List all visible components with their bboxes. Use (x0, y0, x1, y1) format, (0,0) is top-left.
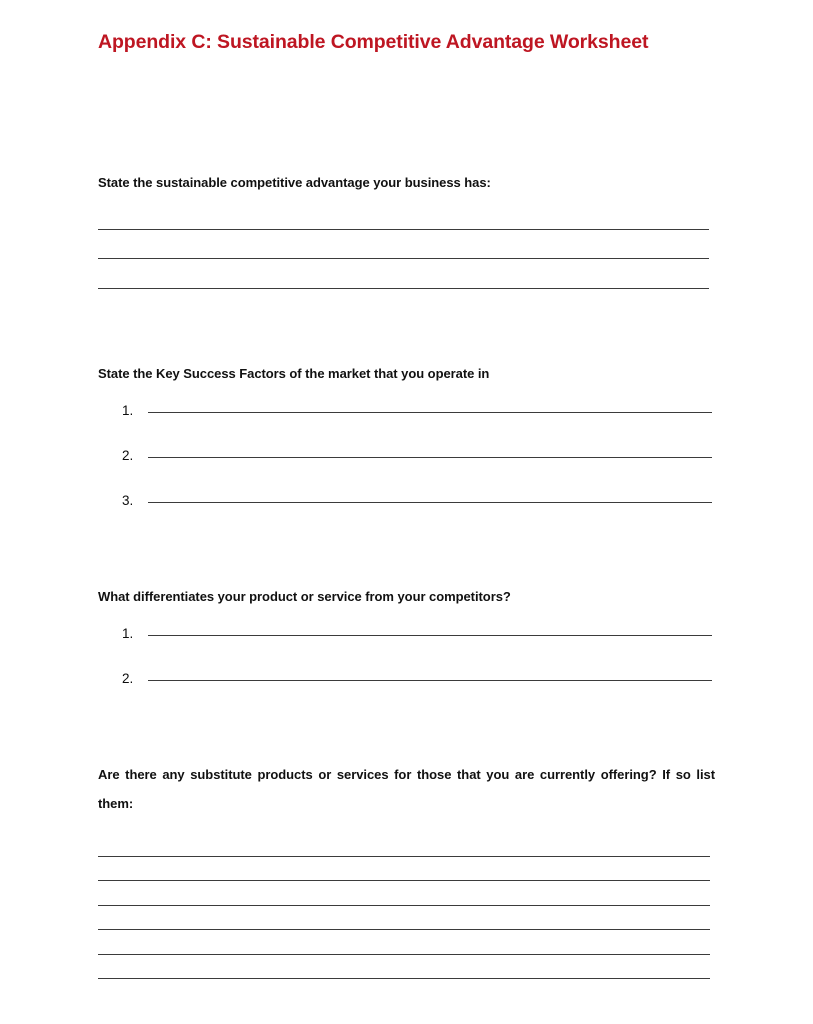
list-item-number: 3. (122, 493, 134, 508)
write-on-rule[interactable] (98, 905, 710, 906)
list-item-number: 1. (122, 626, 134, 641)
write-on-rule[interactable] (98, 229, 709, 230)
list-item-number: 2. (122, 448, 134, 463)
list-item (98, 403, 712, 448)
section-prompt: What differentiates your product or service from your competitors? (98, 589, 511, 604)
page-title: Appendix C: Sustainable Competitive Advantage Worksheet (98, 31, 649, 54)
list-item-number: 1. (122, 403, 134, 418)
write-on-rule[interactable] (98, 258, 709, 259)
write-on-rule[interactable] (148, 412, 712, 413)
answer-list-differentiation (98, 626, 712, 716)
write-on-rule[interactable] (98, 288, 709, 289)
write-on-rule[interactable] (148, 635, 712, 636)
section-prompt: State the sustainable competitive advantage your business has: (98, 175, 491, 190)
write-on-rule[interactable] (148, 502, 712, 503)
section-sustainable-competitive-advantage (98, 168, 491, 197)
list-item (98, 493, 712, 538)
write-on-rule[interactable] (148, 457, 712, 458)
answer-rules-sustainable-competitive-advantage (98, 229, 709, 289)
answer-rules-substitute-products (98, 856, 710, 979)
write-on-rule[interactable] (98, 929, 710, 930)
section-prompt: State the Key Success Factors of the market that you operate in (98, 366, 490, 381)
write-on-rule[interactable] (98, 978, 710, 979)
write-on-rule[interactable] (98, 880, 710, 881)
write-on-rule[interactable] (98, 856, 710, 857)
list-item (98, 671, 712, 716)
list-item (98, 448, 712, 493)
section-key-success-factors (98, 359, 489, 388)
list-item (98, 626, 712, 671)
section-prompt: Are there any substitute products or services for those that you are currently offering? If so list them: (98, 767, 715, 811)
write-on-rule[interactable] (98, 954, 710, 955)
list-item-number: 2. (122, 671, 134, 686)
answer-list-key-success-factors (98, 403, 712, 538)
section-substitute-products (98, 760, 715, 818)
section-differentiation (98, 582, 511, 611)
write-on-rule[interactable] (148, 680, 712, 681)
